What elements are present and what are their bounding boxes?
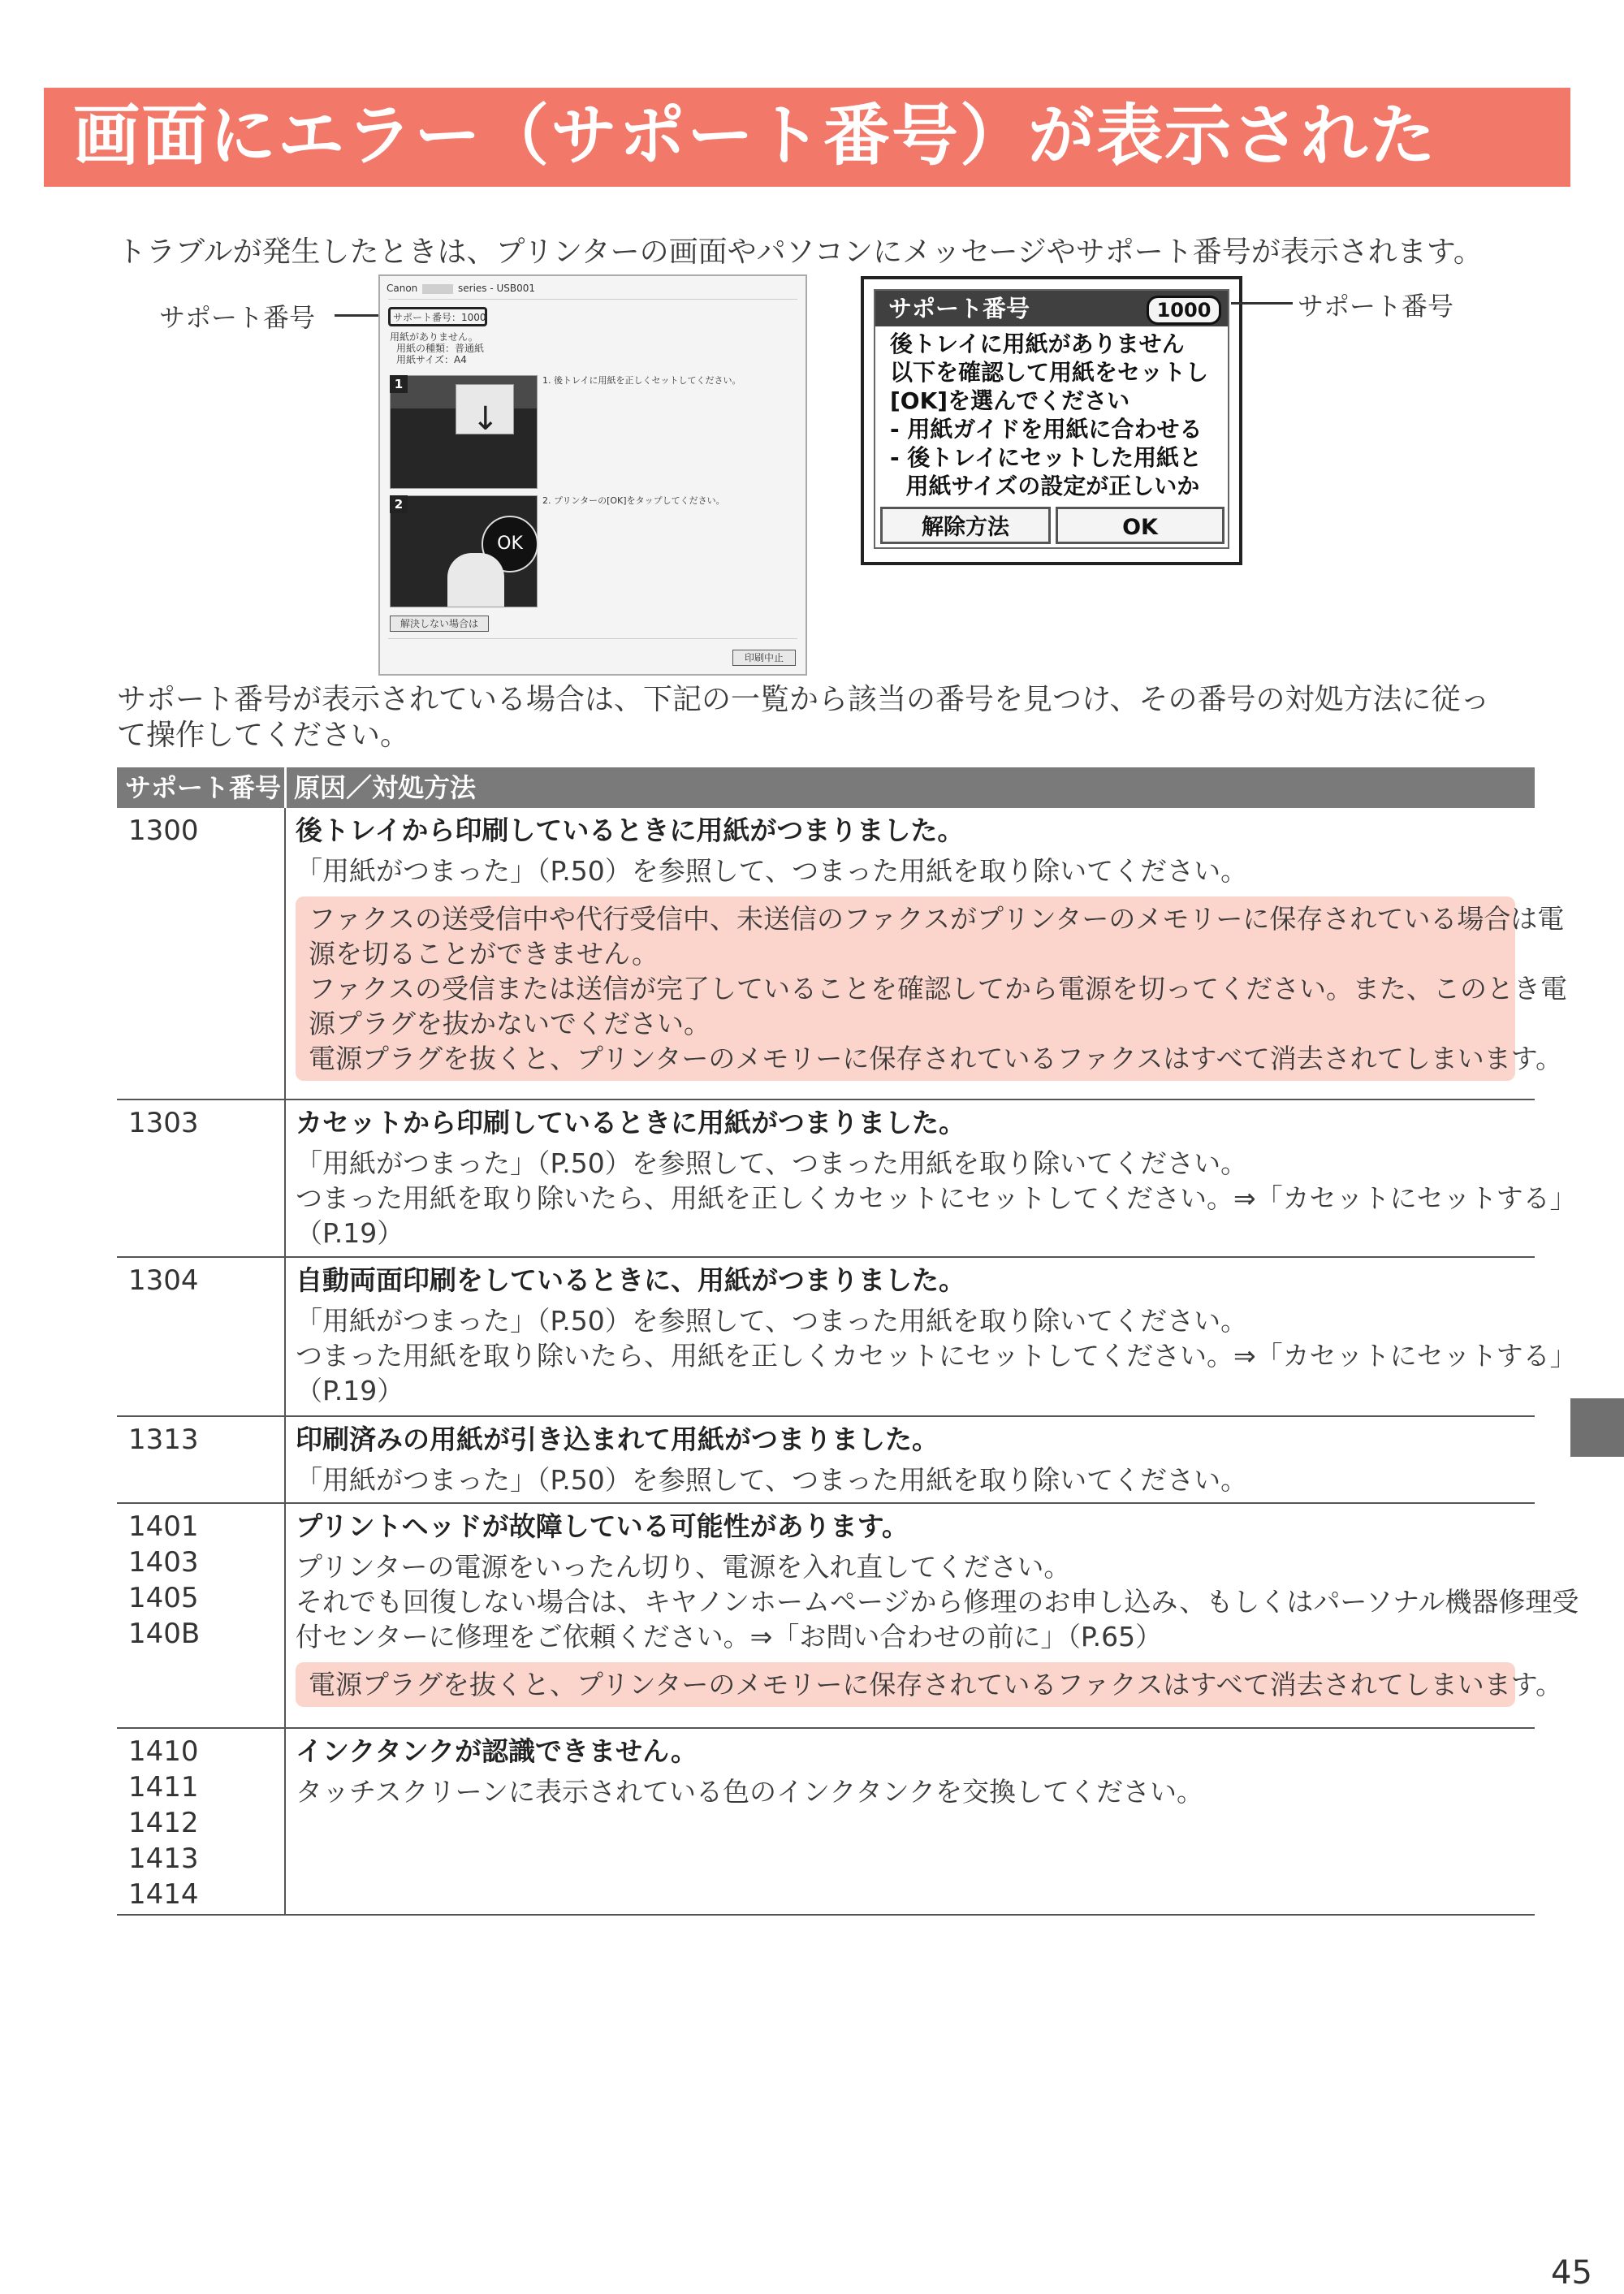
table-row [117, 1258, 1577, 1417]
note-line: 電源プラグを抜くと、プリンターのメモリーに保存されているファクスはすべて消去されてしまいます。 [309, 1669, 1563, 1700]
cause-text: 自動両面印刷をしているときに、用紙がつまりました。 [296, 1264, 965, 1296]
table-row [117, 1417, 1535, 1504]
table-row [117, 1729, 1535, 1916]
pc-step1-photo: ↓ [390, 375, 538, 489]
panel-message [890, 330, 1208, 500]
panel-ok-button[interactable]: OK [1056, 507, 1224, 544]
remedy-text [296, 1549, 1579, 1654]
support-numbers [128, 1422, 199, 1458]
support-number: 1401 [128, 1510, 199, 1543]
intro-text: トラブルが発生したときは、プリンターの画面やパソコンにメッセージやサポート番号が表示されます。 [117, 235, 1483, 269]
remedy-text [296, 1774, 1525, 1809]
panel-line: [OK]を選んでください [890, 387, 1130, 414]
explain-text: サポート番号が表示されている場合は、下記の一覧から該当の番号を見つけ、その番号の対処方法に従って操作してください。 [117, 683, 1490, 752]
fax-warning-note [296, 1662, 1563, 1707]
cause-text: 後トレイから印刷しているときに用紙がつまりました。 [296, 814, 965, 846]
remedy-line: 付センターに修理をご依頼ください。⇒「お問い合わせの前に」（P.65） [296, 1621, 1163, 1652]
panel-line: 用紙サイズの設定が正しいか [890, 473, 1200, 499]
support-number-table [117, 767, 1579, 1916]
pc-separator-bottom [388, 638, 797, 639]
pc-model-redaction [422, 284, 453, 294]
remedy-line: つまった用紙を取り除いたら、用紙を正しくカセットにセットしてください。⇒「カセットにセットする」 [296, 1182, 1577, 1214]
remedy-line: 「用紙がつまった」（P.50）を参照して、つまった用紙を取り除いてください。 [296, 1147, 1248, 1179]
note-line: ファクスの受信または送信が完了していることを確認してから電源を切ってください。また、このとき電 [309, 973, 1568, 1004]
support-number: 1313 [128, 1423, 199, 1456]
panel-line: 以下を確認して用紙をセットし [890, 359, 1209, 386]
printer-panel-screen [874, 289, 1229, 549]
support-number: 1412 [128, 1807, 199, 1839]
remedy-line: つまった用紙を取り除いたら、用紙を正しくカセットにセットしてください。⇒「カセットにセットする」 [296, 1340, 1577, 1372]
remedy-text [296, 1303, 1577, 1408]
pc-separator [388, 299, 797, 300]
pc-support-number: サポート番号：1000 [393, 312, 486, 323]
table-row [117, 1100, 1577, 1258]
header-cause: 原因／対処方法 [294, 772, 477, 803]
pc-titlebar-right: series - USB001 [458, 283, 536, 294]
support-number: 1300 [128, 814, 199, 847]
remedy-line: タッチスクリーンに表示されている色のインクタンクを交換してください。 [296, 1776, 1204, 1808]
callout-label-panel: サポート番号 [1298, 291, 1454, 322]
note-line: ファクスの送受信中や代行受信中、未送信のファクスがプリンターのメモリーに保存されている場合は電 [309, 903, 1565, 935]
pc-step1-number: 1 [390, 375, 408, 393]
support-number: 1413 [128, 1843, 199, 1875]
page-number: 45 [1551, 2254, 1592, 2292]
pc-message-line1: 用紙がありません。 [390, 331, 478, 343]
support-number: 1304 [128, 1264, 199, 1297]
panel-header-label: サポート番号 [888, 295, 1030, 322]
remedy-line: （P.19） [296, 1375, 404, 1406]
note-line: 電源プラグを抜くと、プリンターのメモリーに保存されているファクスはすべて消去されてしまいます。 [309, 1043, 1563, 1074]
remedy-line: それでも回復しない場合は、キヤノンホームページから修理のお申し込み、もしくはパーソナル機器修理受 [296, 1586, 1579, 1618]
pc-error-dialog-image [378, 274, 807, 676]
remedy-line: 「用紙がつまった」（P.50）を参照して、つまった用紙を取り除いてください。 [296, 855, 1248, 887]
note-line: 源を切ることができません。 [309, 938, 659, 970]
chapter-side-tab [1570, 1398, 1624, 1457]
cause-text: カセットから印刷しているときに用紙がつまりました。 [296, 1107, 965, 1138]
printer-panel-image [861, 276, 1242, 565]
cause-text: 印刷済みの用紙が引き込まれて用紙がつまりました。 [296, 1423, 939, 1455]
pc-step1-text: 1. 後トレイに用紙を正しくセットしてください。 [542, 375, 741, 386]
pc-message-line3: 用紙サイズ：A4 [396, 354, 467, 365]
fax-warning-note [296, 896, 1568, 1081]
remedy-text [296, 1146, 1577, 1251]
page-title: 画面にエラー（サポート番号）が表示された [73, 97, 1438, 175]
panel-line: - 後トレイにセットした用紙と [890, 444, 1202, 471]
support-number: 1410 [128, 1735, 199, 1768]
table-header [117, 767, 1535, 808]
support-number: 1303 [128, 1107, 199, 1139]
callout-label-pc: サポート番号 [159, 302, 316, 333]
support-numbers [128, 1734, 199, 1912]
pc-cancel-print-button[interactable]: 印刷中止 [732, 650, 796, 666]
support-numbers [128, 1263, 199, 1298]
table-row [117, 1504, 1579, 1729]
callout-line-panel [1231, 302, 1293, 305]
panel-line: 後トレイに用紙がありません [890, 330, 1185, 357]
ok-button-illustration: OK [482, 516, 538, 572]
support-number: 1414 [128, 1878, 199, 1911]
pc-message-line2: 用紙の種類：普通紙 [396, 343, 485, 354]
panel-solution-button[interactable]: 解除方法 [880, 507, 1051, 544]
pc-unresolved-button[interactable]: 解決しない場合は [390, 616, 489, 632]
panel-line: - 用紙ガイドを用紙に合わせる [890, 416, 1203, 443]
support-numbers [128, 1509, 200, 1652]
panel-support-number: 1000 [1147, 296, 1221, 325]
remedy-line: 「用紙がつまった」（P.50）を参照して、つまった用紙を取り除いてください。 [296, 1305, 1248, 1337]
support-numbers [128, 1105, 199, 1141]
pc-titlebar-left: Canon [387, 283, 418, 294]
support-number: 1403 [128, 1546, 199, 1579]
header-support-number: サポート番号 [125, 772, 282, 803]
support-numbers [128, 813, 199, 849]
remedy-text [296, 853, 1525, 888]
support-number: 140B [128, 1618, 201, 1650]
remedy-text [296, 1462, 1525, 1497]
note-line: 源プラグを抜かないでください。 [309, 1008, 710, 1039]
pc-step2-photo [390, 495, 538, 607]
support-number: 1411 [128, 1771, 199, 1804]
remedy-line: プリンターの電源をいったん切り、電源を入れ直してください。 [296, 1551, 1071, 1583]
table-row [117, 808, 1568, 1100]
pc-step2-text: 2. プリンターの[OK]をタップしてください。 [542, 495, 725, 506]
pc-step2-number: 2 [390, 495, 408, 513]
cause-text: インクタンクが認識できません。 [296, 1735, 698, 1767]
panel-header [875, 291, 1228, 326]
remedy-line: （P.19） [296, 1217, 404, 1249]
support-number: 1405 [128, 1582, 199, 1614]
cause-text: プリントヘッドが故障している可能性があります。 [296, 1510, 909, 1542]
remedy-line: 「用紙がつまった」（P.50）を参照して、つまった用紙を取り除いてください。 [296, 1464, 1248, 1496]
